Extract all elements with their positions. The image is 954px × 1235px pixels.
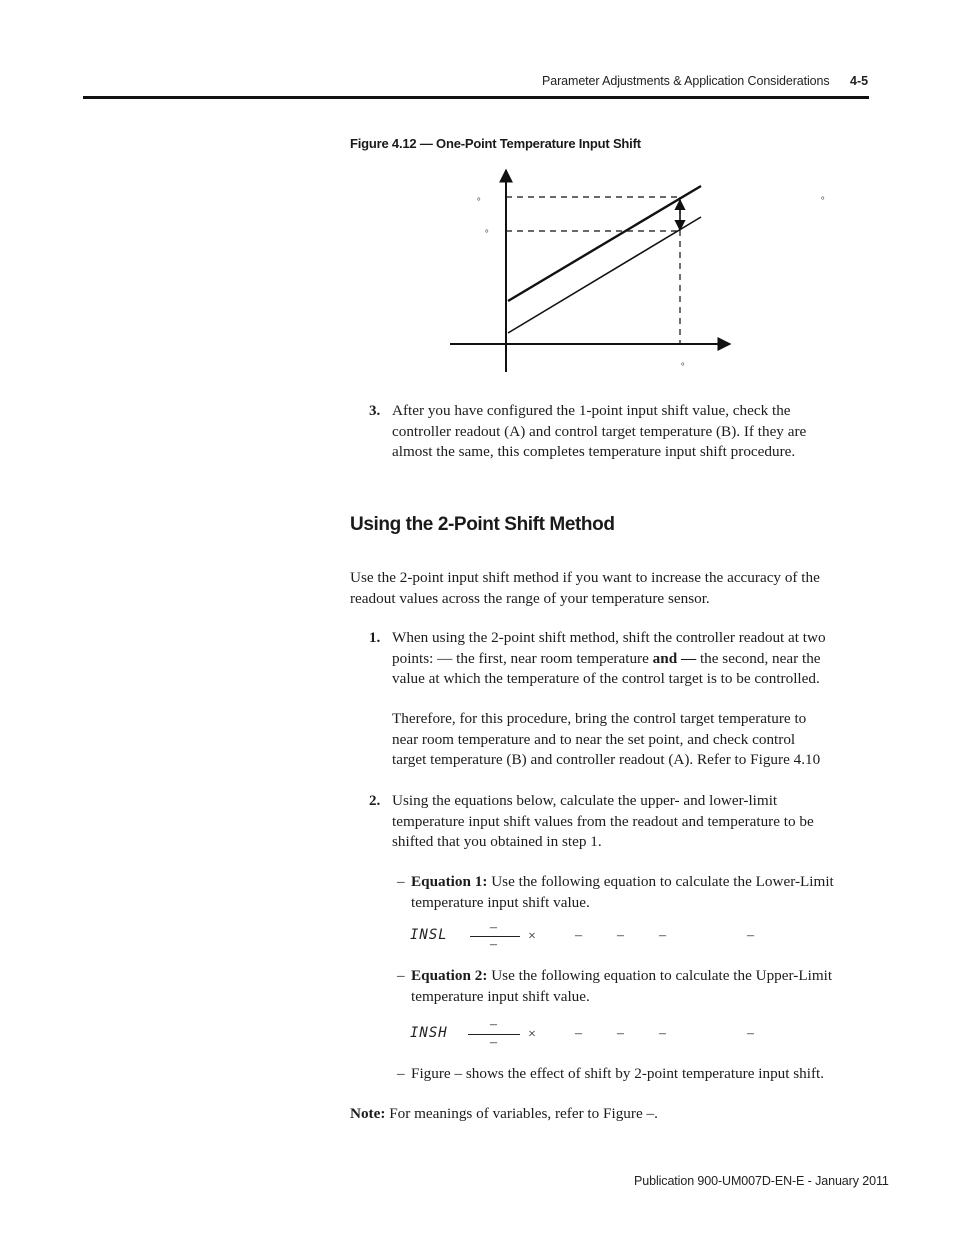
- figure-mark-4: °: [681, 361, 685, 371]
- shifted-line: [508, 186, 701, 301]
- equation-1-bullet: –: [397, 873, 405, 890]
- equation-1-term: –: [659, 928, 666, 943]
- equation-2-term: –: [659, 1026, 666, 1041]
- step-2-text: Using the equations below, calculate the upper- and lower-limit temperature input shift values from the readout and temperature to be shifted that you obtained in step 1.: [392, 792, 814, 850]
- equation-2-lcd-symbol: INSH: [410, 1025, 448, 1041]
- figure-mark-3: °: [821, 195, 825, 205]
- section-intro: Use the 2-point input shift method if you want to increase the accuracy of the readout values across the range of your temperature sensor.: [350, 569, 820, 607]
- equation-1-denominator: –: [490, 937, 497, 952]
- figure-mark-2: °: [485, 228, 489, 238]
- step-1-paragraph-2: Therefore, for this procedure, bring the control target temperature to near room temperature and to near the set point, and check control target temperature (B) and controller readout (A). Refer to Figure 4.10: [392, 710, 821, 768]
- step-3-number: 3.: [369, 403, 381, 419]
- shift-diagram: [440, 160, 740, 375]
- equation-1-times: ×: [528, 929, 536, 944]
- equation-1-term: –: [617, 928, 624, 943]
- equation-2-times: ×: [528, 1027, 536, 1042]
- equation-1-term: –: [575, 928, 582, 943]
- running-header-title: Parameter Adjustments & Application Considerations: [542, 74, 830, 88]
- equation-2-numerator: –: [490, 1017, 497, 1032]
- equation-1-term: –: [747, 928, 754, 943]
- figure-note-bullet: –: [397, 1065, 405, 1082]
- section-heading: Using the 2-Point Shift Method: [350, 514, 615, 535]
- figure-caption: Figure 4.12 — One-Point Temperature Input Shift: [350, 136, 641, 151]
- equation-1-lcd-symbol: INSL: [410, 927, 448, 943]
- original-line: [508, 217, 701, 333]
- equation-1-numerator: –: [490, 920, 497, 935]
- equation-2-term: –: [617, 1026, 624, 1041]
- equation-2-term: –: [747, 1026, 754, 1041]
- step-3-text: After you have configured the 1-point input shift value, check the controller readout (A) and control target temperature (B). If they are almost the same, this completes temperature input shift procedure.: [392, 402, 807, 460]
- figure-note-text: Figure – shows the effect of shift by 2-point temperature input shift.: [411, 1065, 825, 1082]
- step-1-number: 1.: [369, 630, 381, 646]
- equation-1-description: Equation 1: Use the following equation to calculate the Lower-Limit temperature input shift value.: [411, 873, 834, 911]
- equation-2-denominator: –: [490, 1035, 497, 1050]
- equation-2-description: Equation 2: Use the following equation to calculate the Upper-Limit temperature input shift value.: [411, 967, 833, 1005]
- publication-footer: Publication 900-UM007D-EN-E - January 2011: [634, 1174, 889, 1188]
- equation-2-bullet: –: [397, 967, 405, 984]
- step-1-text: When using the 2-point shift method, shift the controller readout at two points: — the first, near room temperature and — the second, near the value at which the temperature of the control target is to be controlled.: [392, 629, 826, 687]
- note: Note: For meanings of variables, refer to Figure –.: [350, 1105, 658, 1122]
- header-rule: [83, 96, 869, 99]
- page-number: 4-5: [850, 74, 869, 88]
- figure-mark-1: °: [477, 196, 481, 206]
- step-2-number: 2.: [369, 793, 381, 809]
- equation-2-term: –: [575, 1026, 582, 1041]
